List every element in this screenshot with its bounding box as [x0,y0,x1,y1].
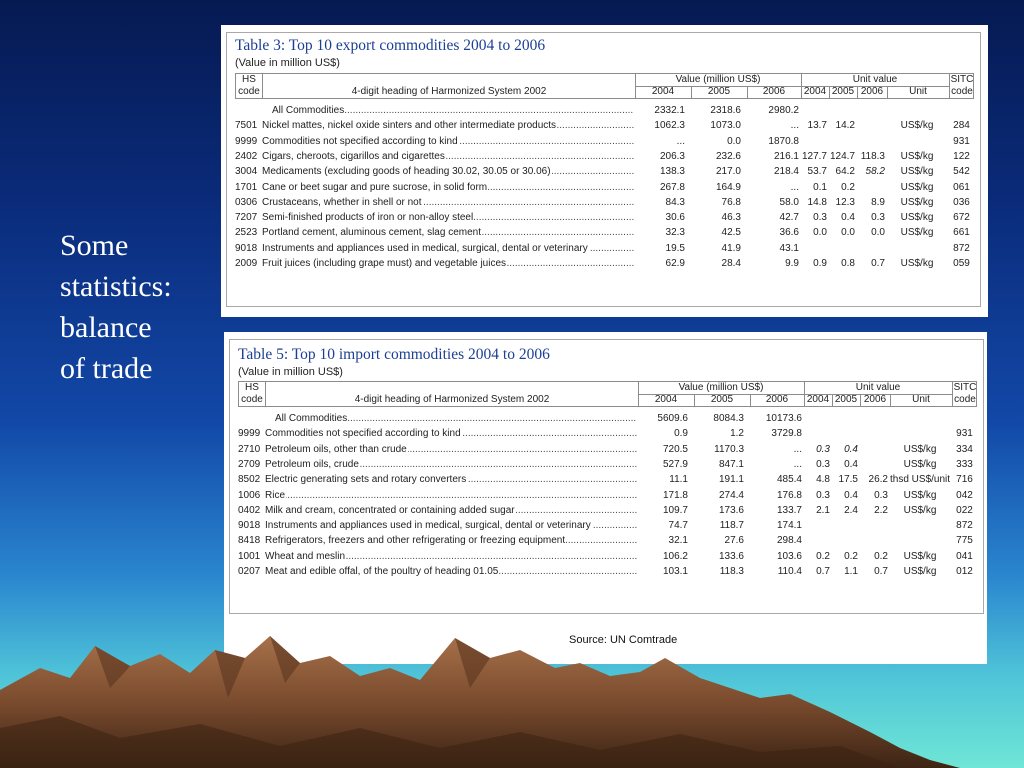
import-table [238,381,977,611]
header-value-group: Value (million US$) [675,74,761,85]
value-2005-cell: 1073.0 [710,120,741,132]
header-sitc: SITC [950,74,974,85]
header-divider [694,394,695,406]
description-cell [265,488,637,503]
unit-value-2005-cell: 64.2 [835,166,855,178]
unit-cell: US$/kg [900,166,934,178]
description-cell [262,225,634,240]
value-2006-cell: 43.1 [779,242,799,254]
hs-code-cell: 3004 [235,166,258,178]
unit-value-2005-cell: 12.3 [835,196,855,208]
value-2005-cell: 2318.6 [710,105,741,116]
unit-value-2005-cell: 2.4 [844,504,858,516]
header-divider [262,74,263,98]
export-table-caption: Table 3: Top 10 export commodities 2004 to 2006 [235,37,546,54]
sitc-code-cell: 542 [953,166,970,178]
description-text: Instruments and appliances used in medical, surgical, dental or veterinary [265,520,591,532]
sitc-code-cell: 931 [956,428,973,440]
header-year: 2006 [765,394,789,405]
header-unit-value-group: Unit value [852,74,898,85]
table-row [238,503,977,518]
value-2006-cell: 103.6 [776,550,802,562]
table-row [235,210,974,225]
sitc-code-cell: 931 [953,135,970,147]
header-divider [949,74,950,98]
value-2006-cell: 10173.6 [765,413,802,424]
table-row [238,472,977,487]
value-2005-cell: 42.5 [721,227,741,239]
value-2005-cell: 27.6 [724,535,744,547]
hs-code-cell: 7501 [235,120,258,132]
table-row [238,488,977,503]
value-2004-cell: 109.7 [662,504,688,516]
value-2004-cell: 206.3 [659,150,685,162]
value-2004-cell: 74.7 [668,520,688,532]
value-2004-cell: 62.9 [665,258,685,269]
unit-value-2004-cell: 2.1 [816,504,830,516]
unit-cell: US$/kg [900,212,934,224]
description-text: Portland cement, aluminous cement, slag cement [262,227,481,239]
description-cell [262,195,634,210]
unit-value-2005-cell: 1.1 [844,566,858,577]
value-2005-cell: 8084.3 [713,413,744,424]
unit-cell: US$/kg [900,227,934,239]
description-text: All Commodities [275,413,348,424]
source-note: Source: UN Comtrade [569,634,678,646]
value-2006-cell: 36.6 [779,227,799,239]
value-2005-cell: 173.6 [718,504,744,516]
value-2004-cell: 11.1 [669,474,688,486]
value-2004-cell: 1062.3 [654,120,685,132]
value-2006-cell: 2980.2 [768,105,799,116]
unit-value-2005-cell: 14.2 [835,120,855,132]
header-hs: HS [242,74,256,85]
hs-code-cell: 1001 [238,550,261,562]
table-row [238,457,977,472]
value-2004-cell: 267.8 [659,181,685,193]
description-cell [265,564,637,579]
description-text: Commodities not specified according to kind [265,428,461,440]
description-text: Semi-finished products of iron or non-alloy steel [262,212,474,224]
header-divider [952,382,953,406]
hs-code-cell: 2402 [235,150,258,162]
export-table-header [235,73,974,99]
unit-value-2006-cell: 8.9 [871,196,885,208]
import-table-header [238,381,977,407]
hs-code-cell: 9018 [238,520,261,532]
value-2005-cell: 847.1 [718,458,744,470]
value-2004-cell: 527.9 [662,458,688,470]
description-cell [262,134,634,149]
sitc-code-cell: 334 [956,443,973,455]
import-table-caption: Table 5: Top 10 import commodities 2004 to 2006 [238,346,550,363]
unit-value-2005-cell: 124.7 [829,150,855,162]
description-cell [265,457,637,472]
value-2005-cell: 0.0 [727,135,741,147]
unit-value-2006-cell: 0.2 [874,550,888,562]
description-text: Electric generating sets and rotary converters [265,474,467,486]
description-text: Cane or beet sugar and pure sucrose, in solid form [262,181,488,193]
header-divider [750,394,751,406]
slide-title-line: Some [60,229,129,262]
description-text: Petroleum oils, other than crude [265,443,407,455]
value-2006-cell: 176.8 [776,489,802,501]
description-cell [265,442,637,457]
hs-code-cell: 8418 [238,535,261,547]
import-table-subcaption: (Value in million US$) [238,366,343,378]
unit-value-2006-cell: 58.2 [865,166,885,178]
table-row [238,549,977,564]
unit-value-2005-cell: 0.8 [841,258,855,269]
unit-cell: US$/kg [903,458,937,470]
table-row [238,564,977,579]
value-2005-cell: 217.0 [715,166,741,178]
header-divider [691,86,692,98]
header-sitc-code: code [954,394,976,405]
unit-value-2005-cell: 0.4 [841,212,855,224]
description-text: Refrigerators, freezers and other refrigerating or freezing equipment [265,535,566,547]
header-divider [832,394,833,406]
value-2005-cell: 133.6 [718,550,744,562]
unit-value-2004-cell: 14.8 [807,196,827,208]
description-cell [262,118,634,133]
unit-value-2004-cell: 0.0 [813,227,827,239]
slide-title-line: statistics: [60,270,172,303]
hs-code-cell: 1701 [235,181,258,193]
table-row [238,518,977,533]
description-text: Crustaceans, whether in shell or not [262,196,422,208]
export-table-panel [221,25,988,317]
value-2004-cell: 0.9 [674,428,688,440]
value-2006-cell: 9.9 [785,258,799,269]
header-year: 2005 [707,86,731,97]
unit-value-2005-cell: 17.5 [838,474,858,486]
header-divider [265,382,266,406]
unit-value-2004-cell: 0.3 [816,458,830,470]
description-cell [265,518,637,533]
sitc-code-cell: 333 [956,458,973,470]
table-row [238,442,977,457]
header-year: 2004 [654,394,678,405]
hs-code-cell: 0306 [235,196,258,208]
header-code: code [238,86,260,97]
hs-code-cell: 0402 [238,504,261,516]
value-2004-cell: 84.3 [665,196,685,208]
hs-code-cell: 9018 [235,242,258,254]
sitc-code-cell: 661 [953,227,970,239]
value-2004-cell: 30.6 [665,212,685,224]
value-2006-cell: 216.1 [773,150,799,162]
header-divider [857,86,858,98]
slide-title-line: balance [60,311,152,344]
table-row [235,164,974,179]
value-2005-cell: 1170.3 [714,443,744,455]
value-2004-cell: 103.1 [662,566,688,577]
value-2004-cell: 138.3 [659,166,685,178]
unit-value-2006-cell: 2.2 [874,504,888,516]
unit-cell: US$/kg [900,181,934,193]
value-2005-cell: 76.8 [721,196,741,208]
sitc-code-cell: 872 [953,242,970,254]
value-2005-cell: 232.6 [715,150,741,162]
header-unit-year: 2005 [834,394,858,405]
export-table [235,73,974,303]
unit-value-2004-cell: 0.2 [816,550,830,562]
sitc-code-cell: 059 [953,258,970,269]
unit-value-2004-cell: 53.7 [807,166,827,178]
value-2004-cell: 171.8 [662,489,688,501]
header-divider [887,86,888,98]
unit-value-2004-cell: 0.7 [816,566,830,577]
sitc-code-cell: 022 [956,504,973,516]
sitc-code-cell: 284 [953,120,970,132]
value-2006-cell: ... [790,120,799,132]
table-row [235,195,974,210]
header-unit-year: 2004 [803,86,827,97]
value-2004-cell: 5609.6 [657,413,688,424]
value-2004-cell: 19.5 [665,242,685,254]
unit-value-2004-cell: 127.7 [801,150,827,162]
header-sitc-code: code [951,86,973,97]
hs-code-cell: 2009 [235,258,258,269]
sitc-code-cell: 036 [953,196,970,208]
table-row [235,103,974,118]
description-text: Meat and edible offal, of the poultry of heading 01.05 [265,566,499,577]
header-divider [829,86,830,98]
header-unit-value-group: Unit value [855,382,901,393]
header-description: 4-digit heading of Harmonized System 2002 [351,86,547,97]
description-text: Medicaments (excluding goods of heading 30.02, 30.05 or 30.06) [262,166,551,178]
description-text: All Commodities [272,105,345,116]
sitc-code-cell: 012 [956,566,973,577]
header-year: 2004 [651,86,675,97]
sitc-code-cell: 122 [953,150,970,162]
description-text: Rice [265,489,286,501]
description-cell [265,472,637,487]
sitc-code-cell: 716 [956,474,973,486]
value-2004-cell: ... [676,135,685,147]
description-text: Milk and cream, concentrated or containing added sugar [265,504,515,516]
value-2005-cell: 1.2 [730,428,744,440]
description-cell [265,503,637,518]
unit-value-2005-cell: 0.4 [844,489,858,501]
header-year: 2005 [710,394,734,405]
hs-code-cell: 2709 [238,458,261,470]
value-2005-cell: 46.3 [721,212,741,224]
value-2006-cell: ... [790,181,799,193]
table-row [235,241,974,256]
value-2006-cell: ... [793,443,802,455]
table-row [235,225,974,240]
hs-code-cell: 0207 [238,566,261,577]
unit-value-2006-cell: 118.3 [860,150,885,162]
header-unit-year: 2004 [806,394,830,405]
unit-value-2005-cell: 0.0 [841,227,855,239]
description-text: Cigars, cheroots, cigarillos and cigarettes [262,150,445,162]
description-text: Instruments and appliances used in medical, surgical, dental or veterinary [262,242,588,254]
header-code: code [241,394,263,405]
description-cell [262,164,634,179]
unit-value-2006-cell: 0.7 [874,566,888,577]
header-description: 4-digit heading of Harmonized System 2002 [354,394,550,405]
hs-code-cell: 2710 [238,443,261,455]
value-2005-cell: 191.1 [718,474,744,486]
unit-cell: US$/kg [900,150,934,162]
value-2006-cell: 298.4 [776,535,802,547]
unit-value-2006-cell: 0.7 [871,258,885,269]
value-2004-cell: 32.1 [668,535,688,547]
description-cell [262,241,634,256]
value-2004-cell: 2332.1 [654,105,685,116]
unit-value-2004-cell: 4.8 [816,474,830,486]
table-row [235,118,974,133]
header-divider [890,394,891,406]
description-text: Commodities not specified according to kind [262,135,458,147]
export-table-subcaption: (Value in million US$) [235,57,340,69]
header-year: 2006 [762,86,786,97]
value-2006-cell: 1870.8 [768,135,799,147]
table-row [235,256,974,271]
value-2005-cell: 28.4 [721,258,741,269]
header-divider [747,86,748,98]
sitc-code-cell: 775 [956,535,973,547]
description-cell [265,426,637,441]
unit-value-2004-cell: 0.3 [813,212,827,224]
description-text: Petroleum oils, crude [265,458,359,470]
unit-value-2005-cell: 0.2 [841,181,855,193]
value-2005-cell: 118.7 [719,520,744,532]
unit-cell: US$/kg [903,443,937,455]
header-rule [638,394,952,395]
description-cell [262,149,634,164]
value-2006-cell: 3729.8 [771,428,802,440]
hs-code-cell: 2523 [235,227,258,239]
value-2004-cell: 106.2 [662,550,688,562]
value-2006-cell: 174.1 [776,520,802,532]
unit-cell: US$/kg [900,120,934,132]
unit-cell: US$/kg [900,258,934,269]
description-cell [275,411,637,426]
table-row [235,134,974,149]
value-2005-cell: 118.3 [719,566,744,577]
unit-value-2004-cell: 13.7 [807,120,827,132]
value-2006-cell: 133.7 [776,504,802,516]
table-row [238,426,977,441]
import-table-frame [229,339,984,614]
description-cell [272,103,634,118]
hs-code-cell: 8502 [238,474,261,486]
value-2005-cell: 164.9 [715,181,741,193]
header-unit-year: 2006 [860,86,884,97]
header-hs: HS [245,382,259,393]
unit-value-2006-cell: 0.0 [871,227,885,239]
value-2006-cell: ... [793,458,802,470]
sitc-code-cell: 061 [953,181,970,193]
header-unit-year: 2005 [831,86,855,97]
table-row [235,149,974,164]
value-2005-cell: 274.4 [718,489,744,501]
value-2005-cell: 41.9 [721,242,741,254]
hs-code-cell: 7207 [235,212,258,224]
hs-code-cell: 1006 [238,489,261,501]
sitc-code-cell: 672 [953,212,970,224]
sitc-code-cell: 872 [956,520,973,532]
description-cell [262,210,634,225]
header-rule [635,86,949,87]
header-unit: Unit [909,86,927,97]
unit-value-2005-cell: 0.4 [844,458,858,470]
unit-cell: US$/kg [900,196,934,208]
hs-code-cell: 9999 [238,428,261,440]
unit-value-2004-cell: 0.3 [816,489,830,501]
value-2004-cell: 720.5 [662,443,688,455]
value-2006-cell: 110.4 [777,566,802,577]
value-2004-cell: 32.3 [665,227,685,239]
unit-value-2004-cell: 0.3 [816,443,830,455]
unit-cell: US$/kg [903,550,937,562]
sitc-code-cell: 042 [956,489,973,501]
header-divider [860,394,861,406]
import-table-panel [224,332,987,664]
description-cell [262,256,634,271]
header-unit: Unit [912,394,930,405]
slide-title [60,225,210,389]
unit-value-2005-cell: 0.2 [844,550,858,562]
header-sitc: SITC [953,382,977,393]
unit-cell: US$/kg [903,489,937,501]
description-text: Wheat and meslin [265,550,346,562]
value-2006-cell: 42.7 [779,212,799,224]
unit-cell: US$/kg [903,566,937,577]
unit-cell: thsd US$/unit [890,474,951,486]
unit-value-2004-cell: 0.1 [813,181,827,193]
hs-code-cell: 9999 [235,135,258,147]
unit-cell: US$/kg [903,504,937,516]
table-row [235,180,974,195]
value-2006-cell: 58.0 [779,196,799,208]
sitc-code-cell: 041 [956,550,973,562]
unit-value-2004-cell: 0.9 [813,258,827,269]
unit-value-2006-cell: 0.3 [874,489,888,501]
export-table-frame [226,32,981,307]
slide-title-line: of trade [60,352,153,385]
header-value-group: Value (million US$) [678,382,764,393]
value-2006-cell: 485.4 [776,474,802,486]
description-cell [265,549,637,564]
description-cell [265,533,637,548]
value-2006-cell: 218.4 [773,166,799,178]
mountain-range-illustration [0,628,1024,768]
unit-value-2006-cell: 0.3 [871,212,885,224]
unit-value-2006-cell: 26.2 [868,474,888,486]
header-unit-year: 2006 [863,394,887,405]
unit-value-2005-cell: 0.4 [844,443,858,455]
description-text: Fruit juices (including grape must) and vegetable juices [262,258,507,269]
description-cell [262,180,634,195]
table-row [238,533,977,548]
table-row [238,411,977,426]
description-text: Nickel mattes, nickel oxide sinters and other intermediate products [262,120,557,132]
